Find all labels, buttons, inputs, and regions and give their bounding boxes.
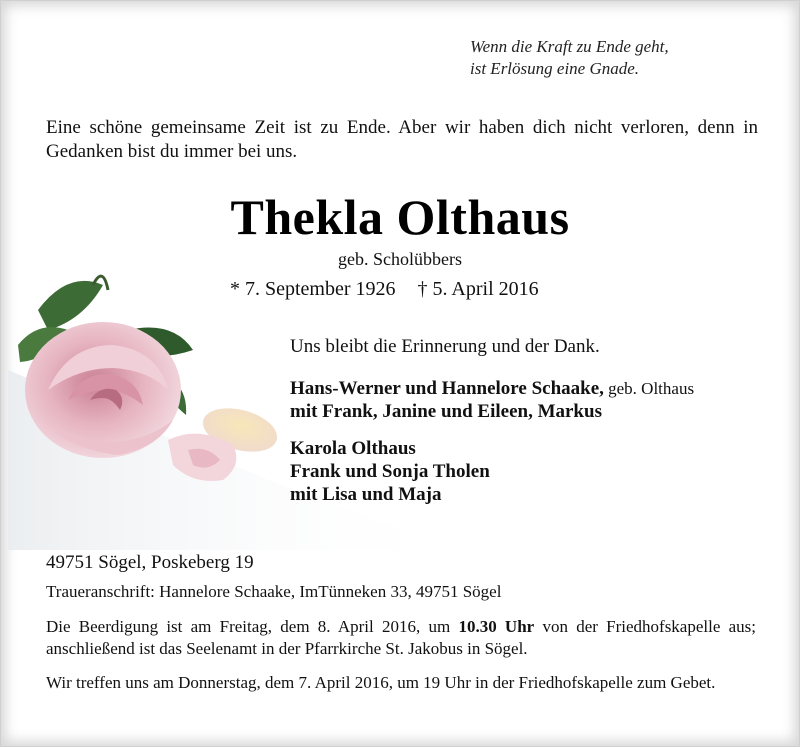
home-address: 49751 Sögel, Poskeberg 19 [46,552,254,573]
funeral-info-start: Die Beerdigung ist am Freitag, dem 8. April 2016, um [46,617,459,636]
family-line-5 [290,484,442,506]
prayer-info: Wir treffen uns am Donnerstag, dem 7. April 2016, um 19 Uhr in der Friedhofskapelle zum Gebet. [46,673,716,692]
family-line-3-text: Karola Olthaus [290,438,416,459]
mourning-address: Traueranschrift: Hannelore Schaake, ImTünneken 33, 49751 Sögel [46,582,502,601]
deceased-name: Thekla Olthaus [230,189,570,245]
motto-line-1: Wenn die Kraft zu Ende geht, [470,37,669,56]
funeral-time: 10.30 Uhr [458,617,535,636]
intro-text: Eine schöne gemeinsame Zeit ist zu Ende. Aber wir haben dich nicht verloren, denn in Gedanken bist du immer bei uns. [46,117,758,162]
motto [470,36,669,80]
thanks-line: Uns bleibt die Erinnerung und der Dank. [290,336,600,357]
family-line-5-text: mit Lisa und Maja [290,484,442,505]
family-line-1-maiden: geb. Olthaus [603,379,695,398]
family-line-2-text: mit Frank, Janine und Eileen, Markus [290,401,602,422]
family-line-2 [290,401,602,423]
life-dates [230,278,539,301]
motto-line-2: ist Erlösung eine Gnade. [470,59,640,78]
maiden-name: geb. Scholübbers [338,249,462,269]
family-line-1 [290,378,694,400]
family-line-4-text: Frank und Sonja Tholen [290,461,490,482]
funeral-info-end: von der Friedhofskapelle aus; anschließend ist das Seelenamt in der Pfarrkirche St. Jakobus in Sögel. [46,617,757,658]
family-line-1-names: Hans-Werner und Hannelore Schaake, [290,378,604,399]
birth-date: * 7. September 1926 [230,278,396,300]
family-line-4 [290,461,490,483]
family-line-3 [290,438,416,460]
death-date: † 5. April 2016 [417,278,539,300]
funeral-info [46,616,756,660]
